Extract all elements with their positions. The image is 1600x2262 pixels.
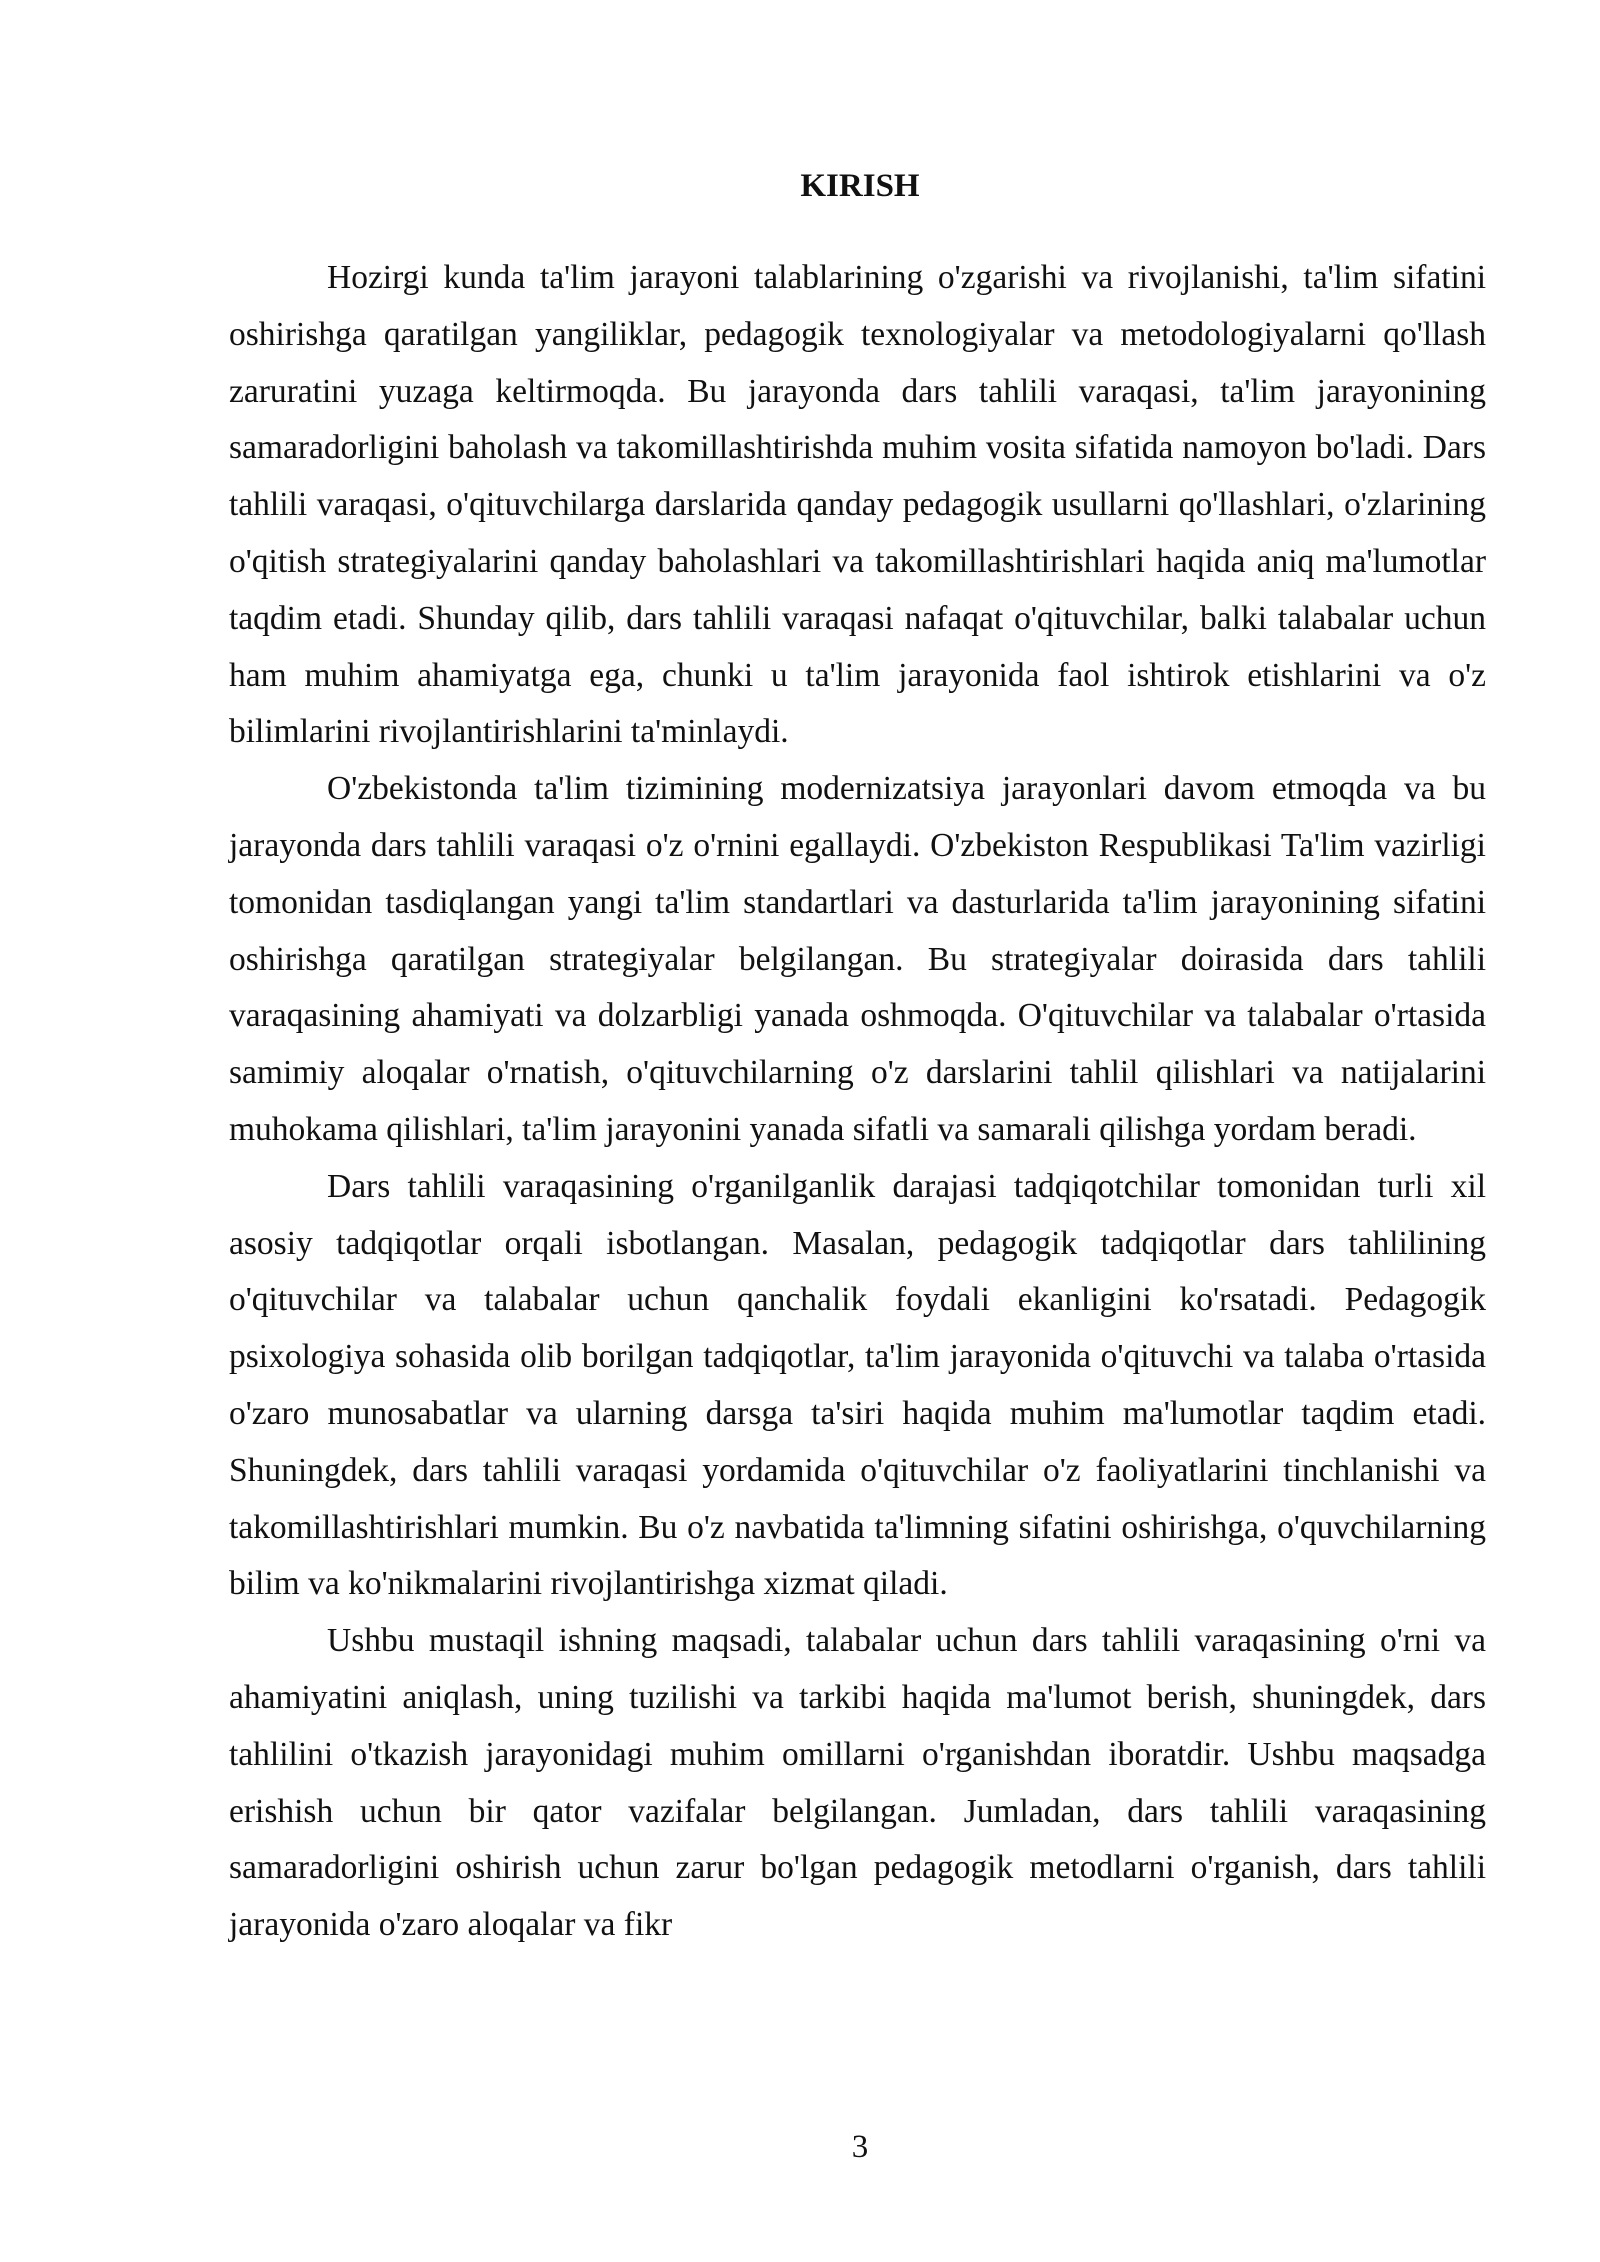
paragraph: Hozirgi kunda ta'lim jarayoni talablarining o'zgarishi va rivojlanishi, ta'lim sifatini oshirishga qaratilgan yangiliklar, pedagogik texnologiyalar va metodologiyalarni qo'llash zaruratini yuzaga keltirmoqda. Bu jarayonda dars tahlili varaqasi, ta'lim jarayonining samaradorligini baholash va takomillashtirishda muhim vosita sifatida namoyon bo'ladi. Dars tahlili varaqasi, o'qituvchilarga darslarida qanday pedagogik usullarni qo'llashlari, o'zlarining o'qitish strategiyalarini qanday baholashlari va takomillashtirishlari haqida aniq ma'lumotlar taqdim etadi. Shunday qilib, dars tahlili varaqasi nafaqat o'qituvchilar, balki talabalar uchun ham muhim ahamiyatga ega, chunki u ta'lim jarayonida faol ishtirok etishlarini va o'z bilimlarini rivojlantirishlarini ta'minlaydi. — [229, 259, 1486, 751]
page-number: 3 — [851, 2129, 869, 2165]
document-body — [229, 250, 1486, 1954]
page-title: KIRISH — [800, 168, 920, 204]
paragraph: Dars tahlili varaqasining o'rganilganlik darajasi tadqiqotchilar tomonidan turli xil asosiy tadqiqotlar orqali isbotlangan. Masalan, pedagogik tadqiqotlar dars tahlilining o'qituvchilar va talabalar uchun qanchalik foydali ekanligini ko'rsatadi. Pedagogik psixologiya sohasida olib borilgan tadqiqotlar, ta'lim jarayonida o'qituvchi va talaba o'rtasida o'zaro munosabatlar va ularning darsga ta'siri haqida muhim ma'lumotlar taqdim etadi. Shuningdek, dars tahlili varaqasi yordamida o'qituvchilar o'z faoliyatlarini tinchlanishi va takomillashtirishlari mumkin. Bu o'z navbatida ta'limning sifatini oshirishga, o'quvchilarning bilim va ko'nikmalarini rivojlantirishga xizmat qiladi. — [229, 1167, 1486, 1603]
paragraph: O'zbekistonda ta'lim tizimining modernizatsiya jarayonlari davom etmoqda va bu jarayonda dars tahlili varaqasi o'z o'rnini egallaydi. O'zbekiston Respublikasi Ta'lim vazirligi tomonidan tasdiqlangan yangi ta'lim standartlari va dasturlarida ta'lim jarayonining sifatini oshirishga qaratilgan strategiyalar belgilangan. Bu strategiyalar doirasida dars tahlili varaqasining ahamiyati va dolzarbligi yanada oshmoqda. O'qituvchilar va talabalar o'rtasida samimiy aloqalar o'rnatish, o'qituvchilarning o'z darslarini tahlil qilishlari va natijalarini muhokama qilishlari, ta'lim jarayonini yanada sifatli va samarali qilishga yordam beradi. — [229, 770, 1486, 1148]
paragraph: Ushbu mustaqil ishning maqsadi, talabalar uchun dars tahlili varaqasining o'rni va ahamiyatini aniqlash, uning tuzilishi va tarkibi haqida ma'lumot berish, shuningdek, dars tahlilini o'tkazish jarayonidagi muhim omillarni o'rganishdan iboratdir. Ushbu maqsadga erishish uchun bir qator vazifalar belgilangan. Jumladan, dars tahlili varaqasining samaradorligini oshirish uchun zarur bo'lgan pedagogik metodlarni o'rganish, dars tahlili jarayonida o'zaro aloqalar va fikr — [229, 1622, 1486, 1944]
